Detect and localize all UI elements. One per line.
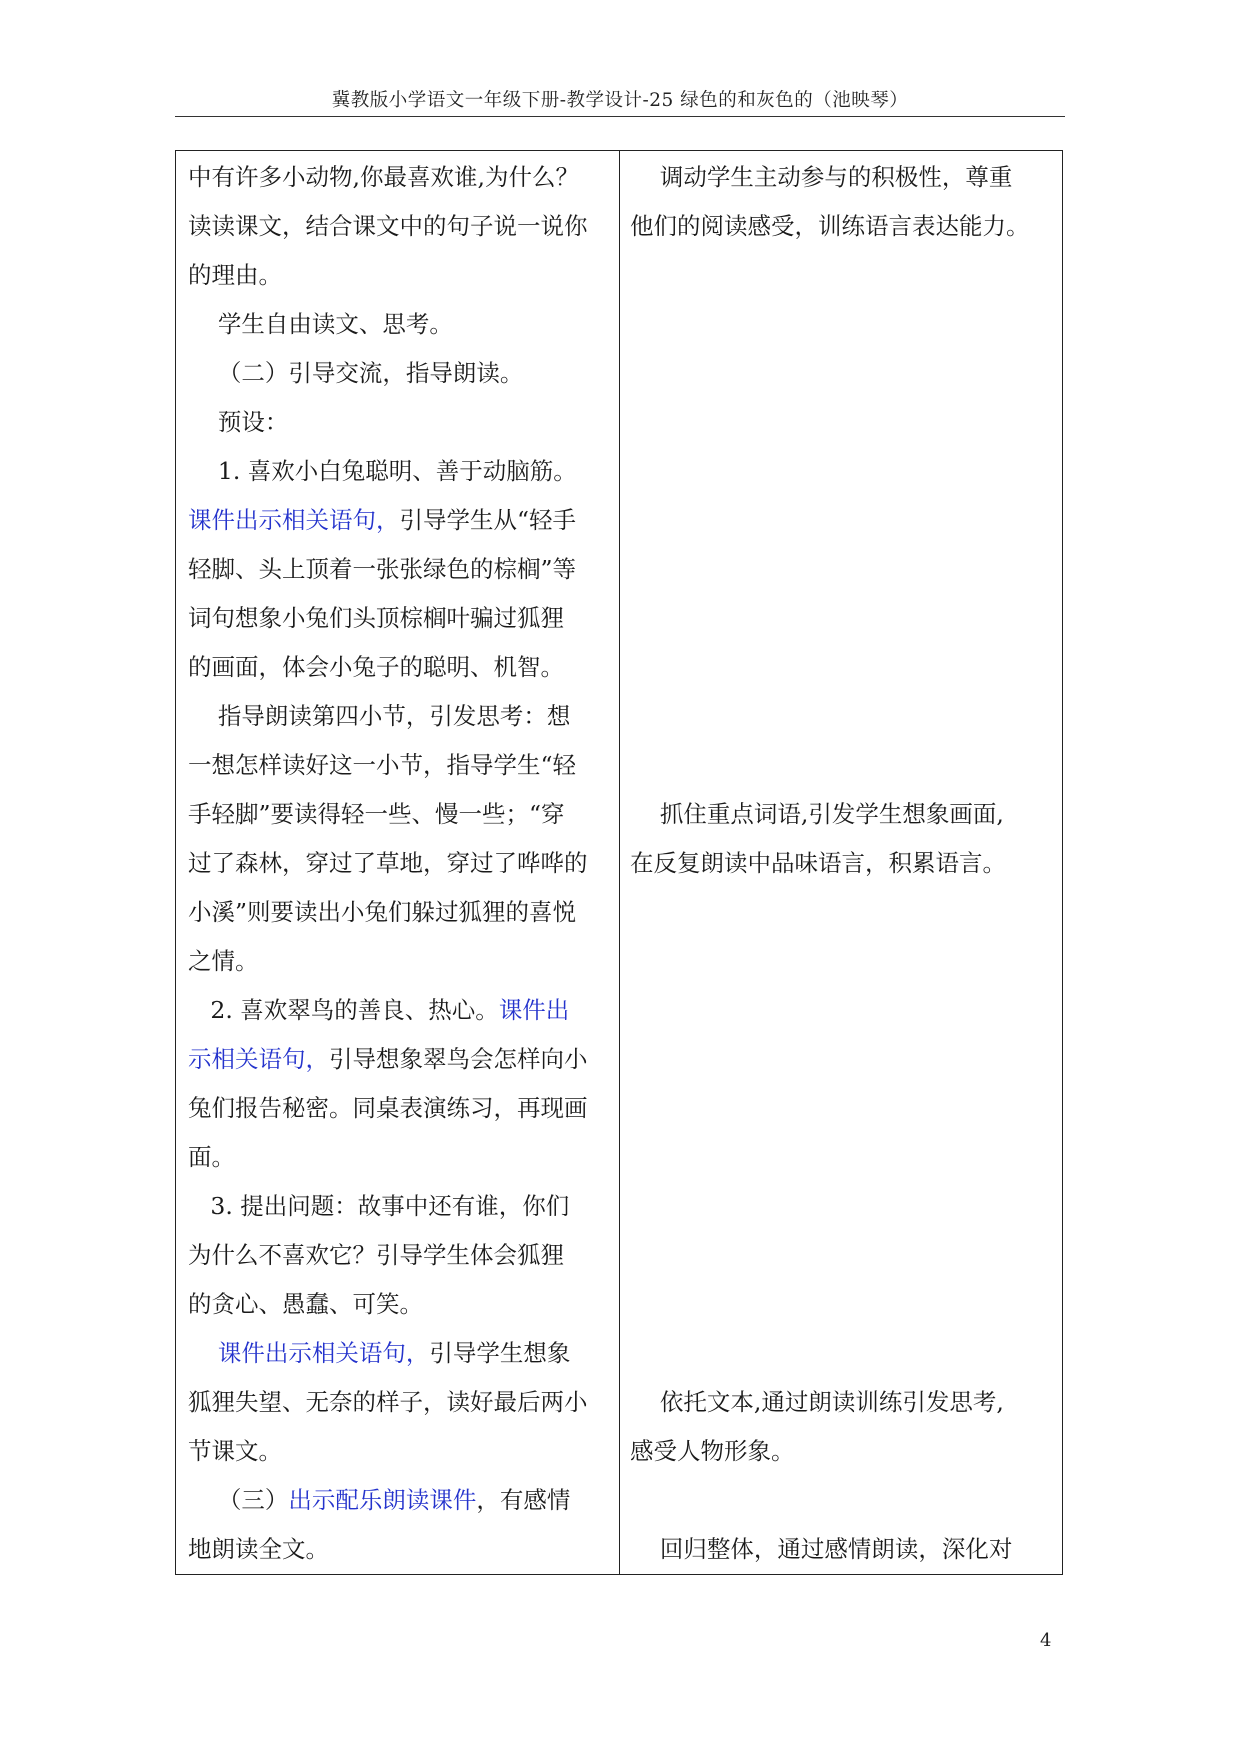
text-line [630,1386,1004,1418]
text-segment: 调动学生主动参与的积极性，尊重 [630,163,1013,191]
text-line [188,406,288,438]
text-segment: 节课文。 [188,1437,282,1465]
courseware-highlight: 出示配乐朗读课件 [288,1486,477,1514]
text-line [188,1190,569,1222]
text-segment: （三） [188,1486,289,1514]
text-line [188,357,523,389]
courseware-highlight: 示相关语句， [188,1045,329,1073]
text-segment: 狐狸失望、无奈的样子，读好最后两小 [188,1388,588,1416]
text-segment: 1. 喜欢小白兔聪明、善于动脑筋。 [188,457,577,485]
text-segment: 地朗读全文。 [188,1535,329,1563]
text-segment: 引导学生从“轻手 [399,506,577,534]
courseware-highlight: 课件出示相关语句， [217,1339,430,1367]
text-segment: 依托文本,通过朗读训练引发思考, [630,1388,1004,1416]
text-line [188,1386,588,1418]
page-number: 4 [1040,1630,1052,1651]
text-line [188,308,453,340]
text-line [188,1533,329,1565]
text-line [188,994,569,1026]
text-line [188,700,570,732]
text-segment: 感受人物形象。 [630,1437,795,1465]
text-line [188,749,576,781]
text-line [188,504,576,536]
text-segment: 词句想象小兔们头顶棕榈叶骗过狐狸 [188,604,564,632]
text-segment: 轻脚、头上顶着一张张绿色的棕榈”等 [188,555,577,583]
teaching-process-cell [176,151,619,1574]
design-intent-cell [620,151,1062,1574]
text-line [630,1435,795,1467]
text-line [188,1435,282,1467]
courseware-highlight: 课件出 [498,996,570,1024]
lesson-table [175,150,1063,1575]
text-segment: 读读课文，结合课文中的句子说一说你 [188,212,588,240]
text-segment: 2. 喜欢翠鸟的善良、热心。 [188,996,499,1024]
text-segment: 兔们报告秘密。同桌表演练习，再现画 [188,1094,588,1122]
text-line [188,602,564,634]
text-line [188,945,259,977]
text-segment: 他们的阅读感受，训练语言表达能力。 [630,212,1030,240]
text-line [188,210,588,242]
text-segment: （二）引导交流，指导朗读。 [188,359,524,387]
text-line [188,1239,564,1271]
page-header-title: 冀教版小学语文一年级下册-教学设计-25 绿色的和灰色的（池映琴） [331,90,909,111]
text-segment: 预设： [188,408,289,436]
text-line [188,455,577,487]
text-segment: 一想怎样读好这一小节，指导学生“轻 [188,751,577,779]
text-segment: 的贪心、愚蠢、可笑。 [188,1290,423,1318]
text-line [188,1484,570,1516]
text-line [188,161,579,193]
text-segment: 抓住重点词语,引发学生想象画面, [630,800,1004,828]
text-segment: 小溪”则要读出小兔们躲过狐狸的喜悦 [188,898,577,926]
text-line [188,798,565,830]
text-segment: 过了森林，穿过了草地，穿过了哗哗的 [188,849,588,877]
text-line [188,1141,235,1173]
text-segment: 指导朗读第四小节，引发思考：想 [188,702,571,730]
text-segment [188,1339,218,1367]
text-line [188,847,588,879]
courseware-highlight: 课件出示相关语句， [188,506,400,534]
text-segment: 中有许多小动物,你最喜欢谁,为什么？ [188,163,579,191]
text-segment: 引导学生想象 [429,1339,571,1367]
text-segment: 面。 [188,1143,235,1171]
text-line [630,1533,1012,1565]
text-segment: 的理由。 [188,261,282,289]
text-line [630,161,1012,193]
text-segment: 的画面，体会小兔子的聪明、机智。 [188,653,564,681]
text-segment: 回归整体，通过感情朗读，深化对 [630,1535,1013,1563]
text-line [630,210,1030,242]
text-line [188,1288,423,1320]
text-segment: 之情。 [188,947,259,975]
text-line [188,1092,588,1124]
text-segment: 手轻脚”要读得轻一些、慢一些；“穿 [188,800,565,828]
text-segment: 在反复朗读中品味语言，积累语言。 [630,849,1006,877]
text-segment: ，有感情 [476,1486,571,1514]
text-line [188,896,576,928]
text-segment: 学生自由读文、思考。 [188,310,453,338]
header-rule [175,116,1065,117]
text-segment: 3. 提出问题：故事中还有谁，你们 [188,1192,570,1220]
text-line [630,798,1004,830]
text-line [188,651,564,683]
text-line [188,259,282,291]
text-segment: 引导想象翠鸟会怎样向小 [329,1045,588,1073]
text-line [188,1337,570,1369]
text-line [188,553,576,585]
text-line [630,847,1006,879]
text-segment: 为什么不喜欢它？引导学生体会狐狸 [188,1241,564,1269]
text-line [188,1043,588,1075]
